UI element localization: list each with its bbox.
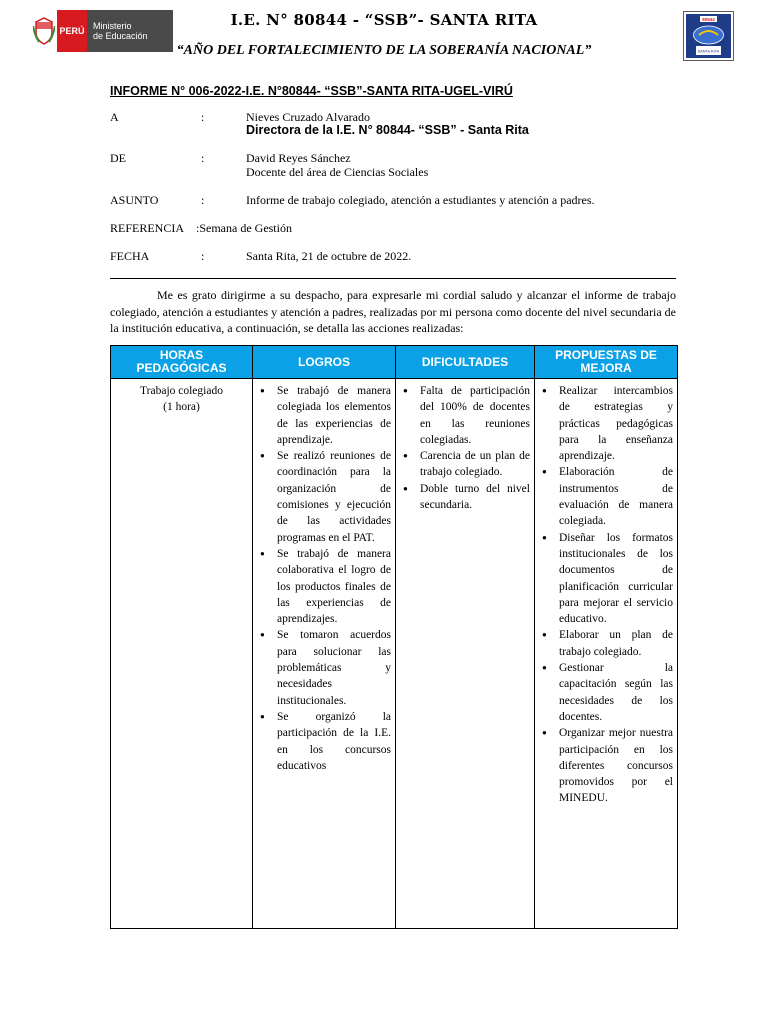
header-horas: HORAS PEDAGÓGICAS xyxy=(111,346,253,379)
field-de-name: David Reyes Sánchez xyxy=(246,151,351,165)
list-item: ● Se realizó reuniones de coordinación para la organización de comisiones y ejecución de las actividades programas en el PAT. xyxy=(277,448,391,546)
intro-paragraph: Me es grato dirigirme a su despacho, para expresarle mi cordial saludo y alcanzar el informe de trabajo colegiado, atención a estudiantes y atención a padres, realizadas por mi persona como docente del nivel secundaria de la institución educativa, a continuación, se detalla las acciones realizadas: xyxy=(110,288,676,335)
list-item: ● Diseñar los formatos institucionales de los documentos de planificación curricular para mejorar el servicio educativo. xyxy=(559,530,673,628)
ministry-label: Ministerio de Educación xyxy=(87,10,173,52)
list-item: ● Organizar mejor nuestra participación en los diferentes concursos promovidos por el MINEDU. xyxy=(559,725,673,806)
list-item: ● Falta de participación del 100% de docentes en las reuniones colegiadas. xyxy=(420,383,530,448)
crest-bottom-text: SANTA RITA xyxy=(697,49,720,54)
field-a-name: Nieves Cruzado Alvarado xyxy=(246,110,370,124)
school-crest-icon xyxy=(683,11,734,61)
logros-list xyxy=(257,383,391,774)
field-asunto-value: Informe de trabajo colegiado, atención a estudiantes y atención a padres. xyxy=(246,193,595,207)
header-logros: LOGROS xyxy=(253,346,396,379)
list-item: ● Elaboración de instrumentos de evaluación de manera colegiada. xyxy=(559,464,673,529)
field-de-colon: : xyxy=(201,151,205,165)
field-de-role: Docente del área de Ciencias Sociales xyxy=(246,165,429,179)
cell-propuestas xyxy=(535,379,678,929)
field-asunto-colon: : xyxy=(201,193,205,207)
field-referencia-value: :Semana de Gestión xyxy=(196,221,292,235)
list-item: ● Se organizó la participación de la I.E. en los concursos educativos xyxy=(277,709,391,774)
list-item: ● Se tomaron acuerdos para solucionar las problemáticas y necesidades institucionales. xyxy=(277,627,391,708)
dificultades-list xyxy=(400,383,530,513)
separator-line xyxy=(110,278,676,279)
field-referencia-label: REFERENCIA xyxy=(110,221,185,235)
field-a-role: Directora de la I.E. N° 80844- “SSB” - Santa Rita xyxy=(246,123,529,137)
table-row xyxy=(111,379,678,929)
year-title: “AÑO DEL FORTALECIMIENTO DE LA SOBERANÍA NACIONAL” xyxy=(176,43,592,58)
field-fecha-label: FECHA xyxy=(110,249,150,263)
field-fecha-value: Santa Rita, 21 de octubre de 2022. xyxy=(246,249,412,263)
field-fecha-colon: : xyxy=(201,249,205,263)
school-title: I.E. N° 80844 - “SSB”- SANTA RITA xyxy=(230,11,538,29)
activities-table xyxy=(110,345,678,929)
list-item: ● Gestionar la capacitación según las necesidades de los docentes. xyxy=(559,660,673,725)
cell-logros xyxy=(253,379,396,929)
header-propuestas: PROPUESTAS DE MEJORA xyxy=(535,346,678,379)
list-item: ● Realizar intercambios de estrategias y prácticas pedagógicas para la enseñanza aprendizaje. xyxy=(559,383,673,464)
field-asunto-label: ASUNTO xyxy=(110,193,159,207)
list-item: ● Se trabajó de manera colegiada los elementos de las experiencias de aprendizaje. xyxy=(277,383,391,448)
list-item: ● Se trabajó de manera colaborativa el logro de los productos finales de las experiencias de aprendizajes. xyxy=(277,546,391,627)
table-header-row xyxy=(111,346,678,379)
propuestas-list xyxy=(539,383,673,807)
list-item: ● Elaborar un plan de trabajo colegiado. xyxy=(559,627,673,660)
field-de-label: DE xyxy=(110,151,126,165)
field-a-colon: : xyxy=(201,110,205,124)
field-a-label: A xyxy=(110,110,119,124)
list-item: ● Doble turno del nivel secundaria. xyxy=(420,481,530,514)
header-dificultades: DIFICULTADES xyxy=(396,346,535,379)
list-item: ● Carencia de un plan de trabajo colegiado. xyxy=(420,448,530,481)
cell-dificultades xyxy=(396,379,535,929)
report-title: INFORME N° 006-2022-I.E. N°80844- “SSB”-SANTA RITA-UGEL-VIRÚ xyxy=(110,84,513,98)
cell-hours: Trabajo colegiado (1 hora) xyxy=(111,379,253,929)
crest-top-text: 80844 xyxy=(702,17,715,22)
peru-label: PERÚ xyxy=(57,10,87,52)
